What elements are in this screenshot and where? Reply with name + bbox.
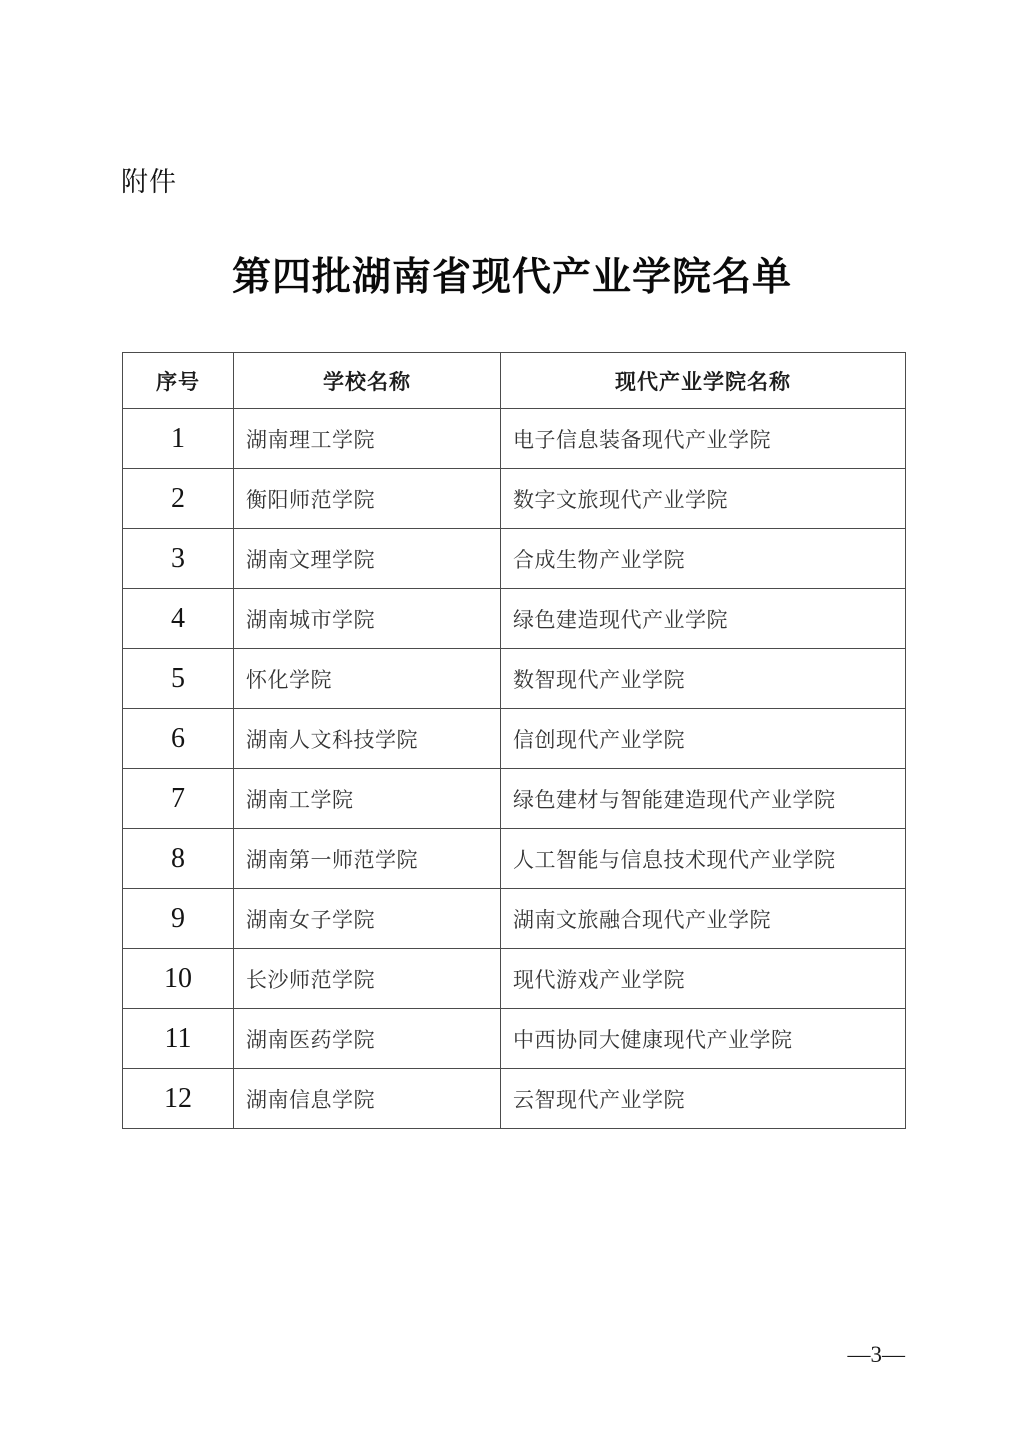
cell-college: 现代游戏产业学院	[501, 949, 906, 1009]
cell-college: 人工智能与信息技术现代产业学院	[501, 829, 906, 889]
table-header	[123, 353, 906, 409]
cell-college: 电子信息装备现代产业学院	[501, 409, 906, 469]
cell-no: 11	[123, 1009, 234, 1069]
cell-no: 7	[123, 769, 234, 829]
table-row	[123, 769, 906, 829]
cell-school: 湖南医药学院	[234, 1009, 501, 1069]
table-row	[123, 589, 906, 649]
cell-school: 怀化学院	[234, 649, 501, 709]
cell-college: 云智现代产业学院	[501, 1069, 906, 1129]
cell-school: 湖南城市学院	[234, 589, 501, 649]
cell-college: 数智现代产业学院	[501, 649, 906, 709]
cell-no: 12	[123, 1069, 234, 1129]
cell-no: 10	[123, 949, 234, 1009]
table-row	[123, 469, 906, 529]
cell-no: 3	[123, 529, 234, 589]
cell-no: 1	[123, 409, 234, 469]
table-header-row	[123, 353, 906, 409]
header-cell-no: 序号	[123, 353, 234, 409]
table-row	[123, 1009, 906, 1069]
table-row	[123, 709, 906, 769]
cell-college: 绿色建材与智能建造现代产业学院	[501, 769, 906, 829]
table-body	[123, 409, 906, 1129]
page-number: —3—	[847, 1342, 905, 1367]
table-row	[123, 1069, 906, 1129]
cell-no: 6	[123, 709, 234, 769]
header-cell-college: 现代产业学院名称	[501, 353, 906, 409]
cell-no: 5	[123, 649, 234, 709]
cell-college: 合成生物产业学院	[501, 529, 906, 589]
cell-school: 湖南文理学院	[234, 529, 501, 589]
cell-no: 9	[123, 889, 234, 949]
cell-school: 长沙师范学院	[234, 949, 501, 1009]
cell-college: 信创现代产业学院	[501, 709, 906, 769]
cell-school: 湖南女子学院	[234, 889, 501, 949]
cell-school: 湖南信息学院	[234, 1069, 501, 1129]
cell-school: 衡阳师范学院	[234, 469, 501, 529]
page-title: 第四批湖南省现代产业学院名单	[231, 256, 792, 299]
cell-college: 湖南文旅融合现代产业学院	[501, 889, 906, 949]
attachment-label: 附件	[121, 167, 177, 197]
table-row	[123, 829, 906, 889]
cell-school: 湖南第一师范学院	[234, 829, 501, 889]
table-row	[123, 889, 906, 949]
cell-college: 中西协同大健康现代产业学院	[501, 1009, 906, 1069]
cell-no: 8	[123, 829, 234, 889]
cell-no: 4	[123, 589, 234, 649]
cell-no: 2	[123, 469, 234, 529]
table-row	[123, 949, 906, 1009]
cell-college: 数字文旅现代产业学院	[501, 469, 906, 529]
cell-college: 绿色建造现代产业学院	[501, 589, 906, 649]
cell-school: 湖南理工学院	[234, 409, 501, 469]
header-cell-school: 学校名称	[234, 353, 501, 409]
cell-school: 湖南人文科技学院	[234, 709, 501, 769]
table-row	[123, 409, 906, 469]
table-row	[123, 649, 906, 709]
cell-school: 湖南工学院	[234, 769, 501, 829]
table-row	[123, 529, 906, 589]
college-roster-table	[122, 352, 906, 1129]
